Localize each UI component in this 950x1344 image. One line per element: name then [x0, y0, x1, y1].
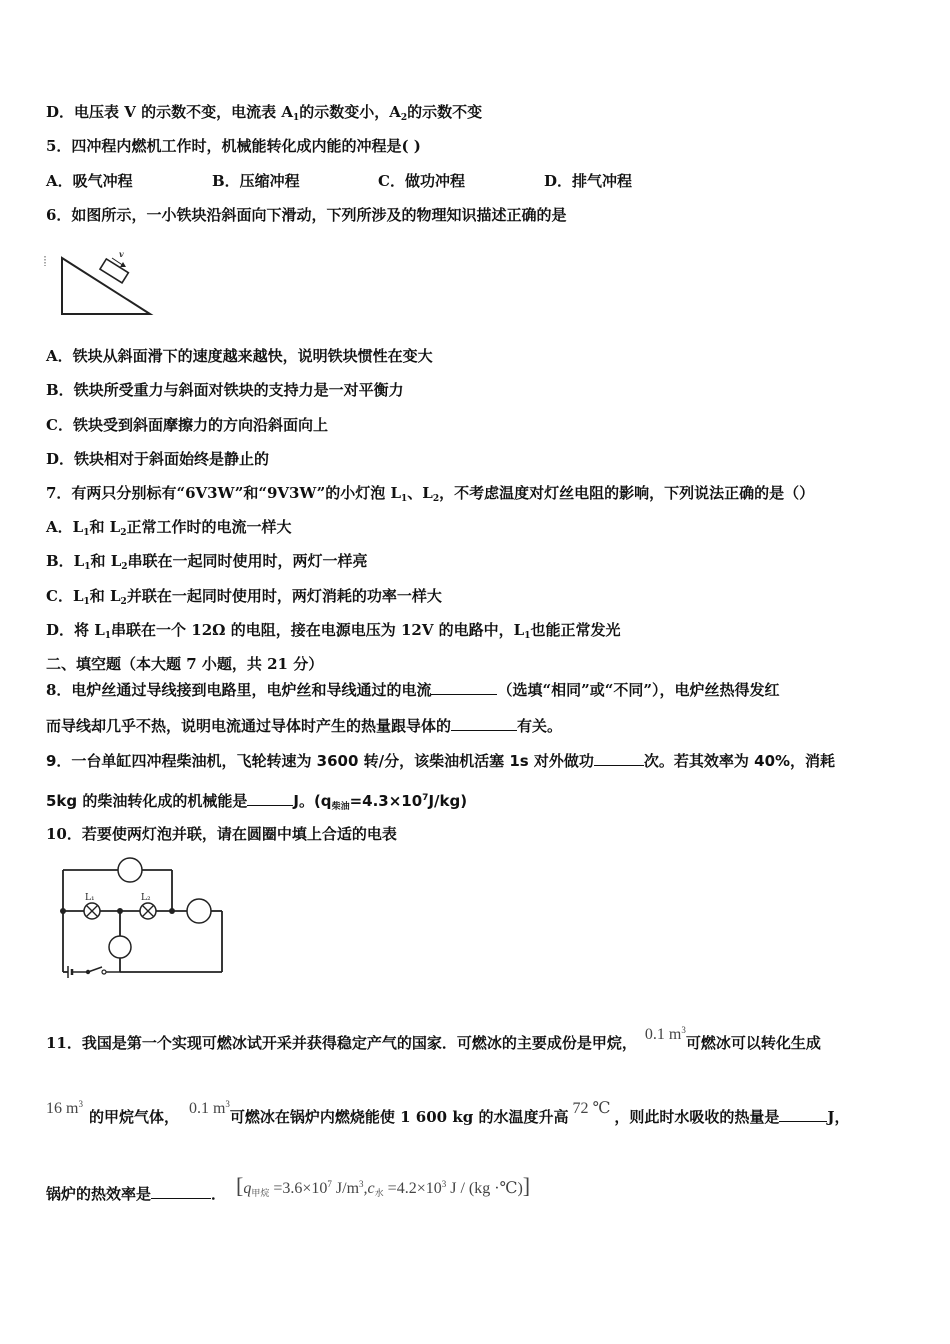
q6-option-b: B．铁块所受重力与斜面对铁块的支持力是一对平衡力: [46, 381, 404, 399]
q5-option-c: C．做功冲程: [378, 172, 465, 190]
q10-stem: 10．若要使两灯泡并联，请在圆圈中填上合适的电表: [46, 825, 397, 843]
q11-line2: 16 $m^3$的甲烷气体， 0.1 $m^3$可燃冰在锅炉内燃烧能使 1 600 kg 的水温度升高 72 ℃ ，则此时水吸收的热量是 J，: [46, 1099, 850, 1126]
lamp-l2-label: L₂: [141, 893, 151, 903]
q5-option-a: A．吸气冲程: [46, 172, 133, 190]
lamp-l1-label: L₁: [85, 893, 95, 903]
q11-blank-1[interactable]: [779, 1107, 827, 1122]
meter-circle-right[interactable]: [187, 899, 211, 923]
q6-option-a: A．铁块从斜面滑下的速度越来越快，说明铁块惯性在变大: [46, 347, 433, 365]
switch[interactable]: [88, 967, 102, 972]
q8-blank-2[interactable]: [451, 716, 517, 731]
q5-option-d: D．排气冲程: [544, 172, 633, 190]
q9-line1: 9．一台单缸四冲程柴油机，飞轮转速为 3600 转/分，该柴油机活塞 1s 对外做功 次。若其效率为 40%，消耗: [46, 752, 836, 770]
q8-line2: 而导线却几乎不热，说明电流通过导体时产生的热量跟导体的 有关。: [46, 717, 563, 735]
lamp-l2: [140, 903, 156, 919]
q6-option-d: D．铁块相对于斜面始终是静止的: [46, 450, 270, 468]
q11-given-values: [$q_{甲烷} =3.6\times 10^7$ $J/m^3,c_水 =4.2\times 10^3$ J / (kg ·℃)]: [236, 1173, 531, 1198]
incline-figure: [40, 244, 160, 320]
velocity-label: v: [119, 249, 124, 259]
q11-blank-2[interactable]: [151, 1184, 211, 1199]
q7-option-c: C．$L_1$和 $L_2$并联在一起同时使用时，两灯消耗的功率一样大: [46, 587, 442, 607]
q5-stem: 5．四冲程内燃机工作时，机械能转化成内能的冲程是( ): [46, 137, 421, 155]
q6-option-c: C．铁块受到斜面摩擦力的方向沿斜面向上: [46, 416, 328, 434]
q6-stem: 6．如图所示，一小铁块沿斜面向下滑动，下列所涉及的物理知识描述正确的是: [46, 206, 567, 224]
lamp-l1: [84, 903, 100, 919]
q9-blank-1[interactable]: [594, 751, 644, 766]
q7-option-a: A．$L_1$和 $L_2$正常工作时的电流一样大: [46, 518, 292, 538]
q9-line2: 5kg 的柴油转化成的机械能是 J。$(q_{柴油}=4.3\times 10^7J/kg)$: [46, 792, 468, 812]
q4-option-d: D．电压表 V 的示数不变，电流表 $A_1$的示数变小，$A_2$的示数不变: [46, 103, 483, 123]
q5-option-b: B．压缩冲程: [212, 172, 300, 190]
q7-option-b: B．$L_1$和 $L_2$串联在一起同时使用时，两灯一样亮: [46, 552, 368, 572]
q7-stem: 7．有两只分别标有“6V3W”和“9V3W”的小灯泡 $L_1$、$L_2$，不考虑温度对灯丝电阻的影响，下列说法正确的是（）: [46, 484, 815, 504]
q8-line1: 8．电炉丝通过导线接到电路里，电炉丝和导线通过的电流 （选填“相同”或“不同”），电炉丝热得发红: [46, 681, 780, 699]
q9-blank-2[interactable]: [247, 791, 293, 806]
meter-circle-top[interactable]: [118, 858, 142, 882]
circuit-diagram: [50, 852, 230, 982]
meter-circle-middle[interactable]: [109, 936, 131, 958]
q8-blank-1[interactable]: [431, 680, 497, 695]
q11-line1: 11．我国是第一个实现可燃冰试开采并获得稳定产气的国家．可燃冰的主要成份是甲烷， 0.1 $m^3$可燃冰可以转化生成: [46, 1025, 821, 1052]
iron-block: [100, 259, 128, 283]
q11-line3: 锅炉的热效率是 ． [$q_{甲烷} =3.6\times 10^7$ $J/m^3,c_水 =4.2\times 10^3$ J / (kg ·℃)]: [46, 1173, 531, 1203]
q5-options: [46, 171, 632, 191]
q7-option-d: D．将 $L_1$串联在一个 12Ω 的电阻，接在电源电压为 12V 的电路中，$L_1$也能正常发光: [46, 621, 621, 641]
section-heading-fill-in: 二、填空题（本大题 7 小题，共 21 分）: [46, 655, 324, 673]
